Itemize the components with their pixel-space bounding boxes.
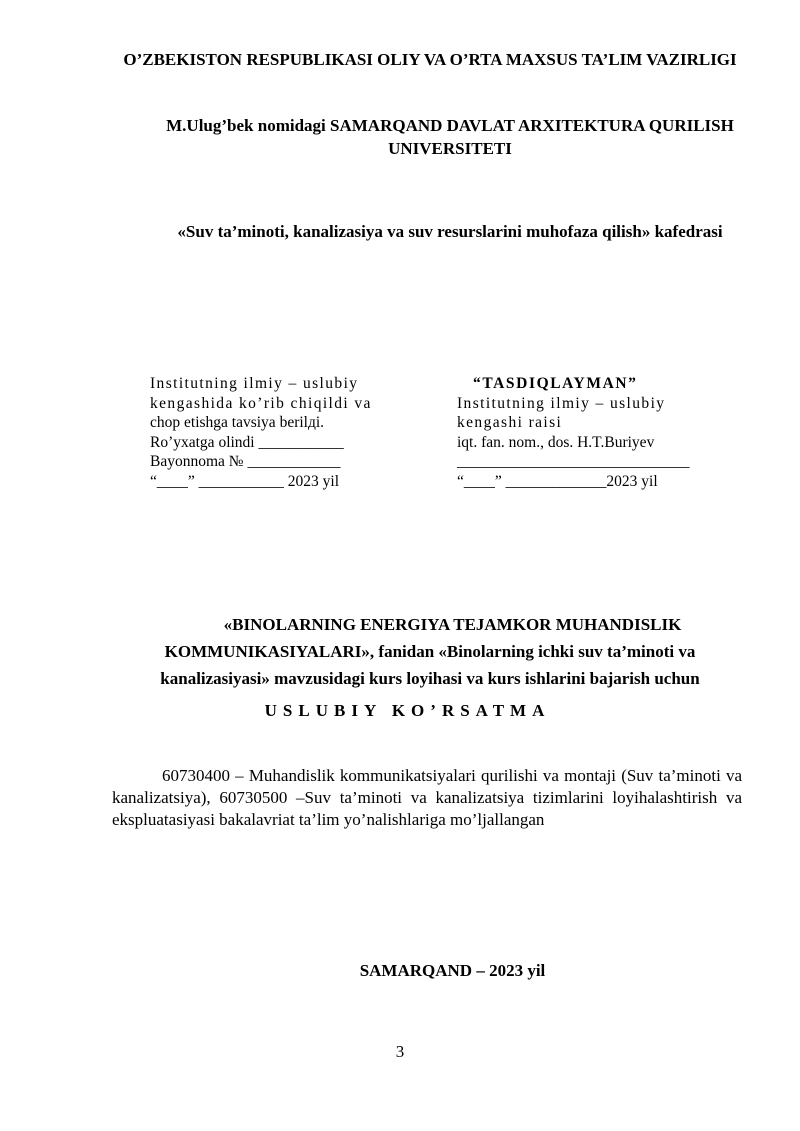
- ministry-heading: O’ZBEKISTON RESPUBLIKASI OLIY VA O’RTA MAXSUS TA’LIM VAZIRLIGI: [123, 50, 737, 69]
- university-heading: M.Ulug’bek nomidagi SAMARQAND DAVLAT ARXITEKTURA QURILISH UNIVERSITETI: [166, 116, 734, 158]
- approval-title: “TASDIQLAYMAN”: [473, 375, 638, 392]
- review-date-line: “____” ___________ 2023 yil: [150, 472, 339, 490]
- review-line-3: chop etishga tavsiya berilдi.: [150, 414, 325, 431]
- review-line-2: kengashida ko’rib chiqildi va: [150, 394, 372, 412]
- review-block: [150, 374, 410, 491]
- document-type-title: USLUBIY KO’RSATMA: [264, 701, 551, 720]
- approval-block: [457, 374, 717, 491]
- course-topic-line-1: «BINOLARNING ENERGIYA TEJAMKOR MUHANDISLIK: [223, 615, 682, 634]
- page-number: 3: [395, 1042, 405, 1061]
- protocol-line: Bayonnoma № ____________: [150, 453, 341, 470]
- approval-date-line: “____” _____________2023 yil: [457, 472, 658, 490]
- signature-line: ______________________________: [457, 453, 690, 470]
- course-topic: [90, 611, 770, 692]
- city-year: SAMARQAND – 2023 yil: [359, 961, 546, 980]
- department-heading: «Suv ta’minoti, kanalizasiya va suv resurslarini muhofaza qilish» kafedrasi: [177, 222, 723, 241]
- course-topic-line-2: KOMMUNIKASIYALARI», fanidan «Binolarning ichki suv ta’minoti va: [164, 642, 696, 661]
- review-line-1: Institutning ilmiy – uslubiy: [150, 375, 359, 392]
- registration-line: Ro’yxatga olindi ___________: [150, 433, 344, 451]
- approver-name: iqt. fan. nom., dos. H.T.Buriyev: [457, 433, 655, 451]
- course-topic-line-3: kanalizasiyasi» mavzusidagi kurs loyihasi va kurs ishlarini bajarish uchun: [160, 669, 700, 688]
- approval-line-2: kengashi raisi: [457, 414, 563, 431]
- purpose-text: 60730400 – Muhandislik kommunikatsiyalari qurilishi va montaji (Suv ta’minoti va kanalizatsiya), 60730500 –Suv ta’minoti va kanalizatsiya tizimlarini loyihalashtirish va ekspluatasiyasi bakalavriat ta’lim yo’nalishlariga mo’ljallangan: [112, 766, 742, 829]
- purpose-paragraph: [112, 765, 742, 831]
- approval-line-1: Institutning ilmiy – uslubiy: [457, 394, 666, 412]
